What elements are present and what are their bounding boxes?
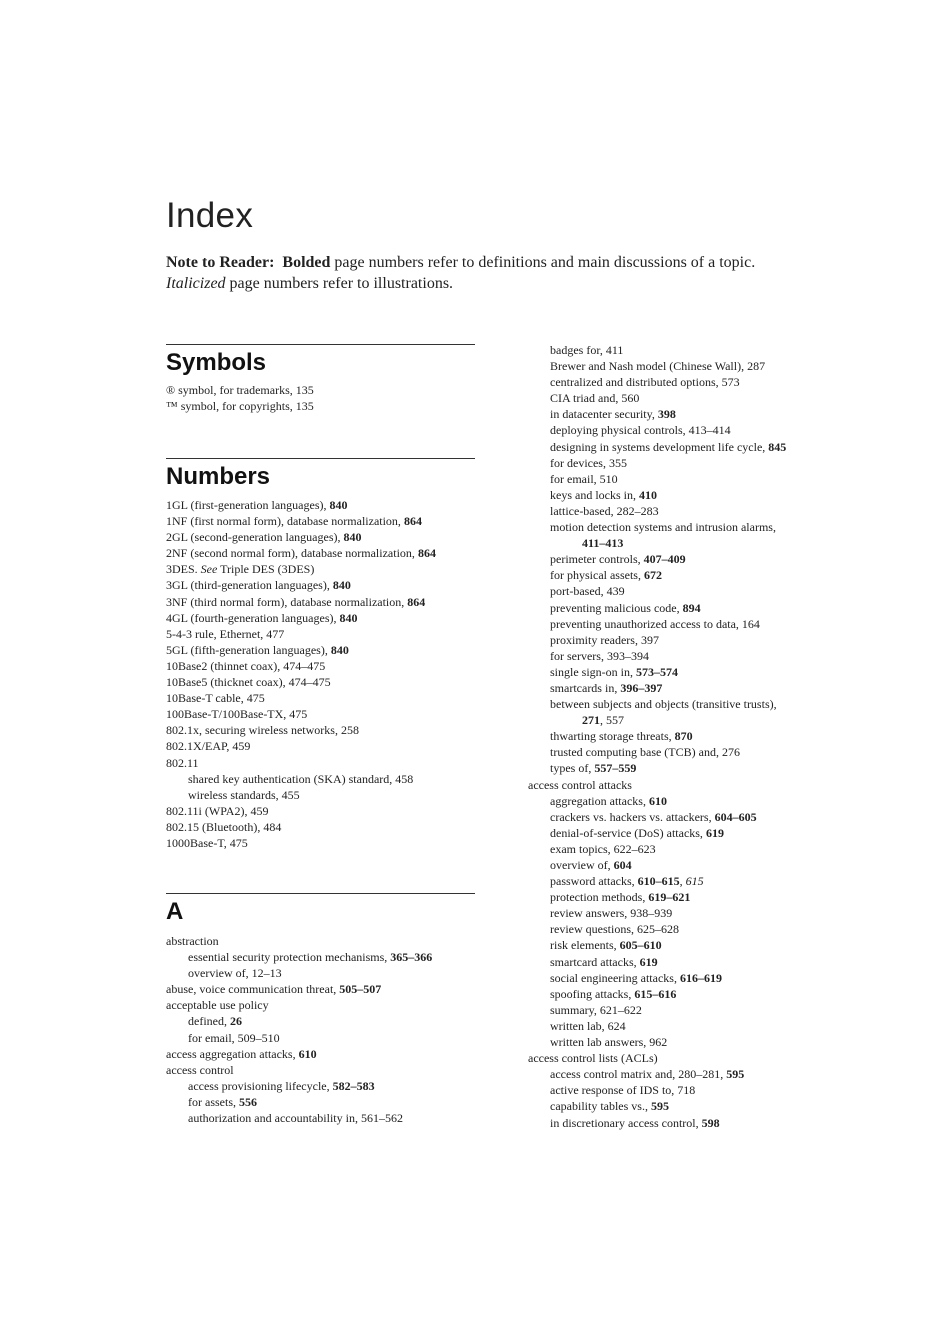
index-subentry: password attacks, 610–615, 615 — [550, 874, 704, 889]
index-subentry: aggregation attacks, 610 — [550, 793, 667, 808]
index-subentry: types of, 557–559 — [550, 761, 637, 776]
index-subentry: access control matrix and, 280–281, 595 — [550, 1067, 745, 1082]
index-subentry: for assets, 556 — [188, 1094, 257, 1109]
note-line-1 — [166, 252, 856, 273]
index-subentry: centralized and distributed options, 573 — [550, 375, 740, 390]
note-bolded: Bolded — [282, 254, 331, 271]
index-entry: 802.1x, securing wireless networks, 258 — [166, 723, 359, 738]
index-entry: abstraction — [166, 934, 219, 948]
section-numbers — [166, 458, 476, 851]
index-subentry: proximity readers, 397 — [550, 632, 659, 647]
index-entry: 2NF (second normal form), database normalization, 864 — [166, 546, 436, 561]
index-subentry: designing in systems development life cycle, 845 — [550, 439, 787, 454]
index-subentry: wireless standards, 455 — [188, 787, 300, 802]
index-subentry: access provisioning lifecycle, 582–583 — [188, 1078, 375, 1093]
index-entry: 3GL (third-generation languages), 840 — [166, 578, 351, 593]
index-subentry: essential security protection mechanisms, 365–366 — [188, 950, 433, 965]
index-entry: access control attacks — [528, 777, 632, 792]
index-subentry: keys and locks in, 410 — [550, 487, 657, 502]
section-a — [166, 893, 476, 1126]
index-continuation: 411–413 — [582, 536, 624, 551]
index-subentry: crackers vs. hackers vs. attackers, 604–605 — [550, 809, 757, 824]
index-subentry: for servers, 393–394 — [550, 648, 649, 663]
index-subentry: defined, 26 — [188, 1014, 242, 1029]
symbols-entries — [166, 382, 476, 414]
index-subentry: overview of, 12–13 — [188, 966, 282, 981]
index-subentry: risk elements, 605–610 — [550, 938, 662, 953]
numbers-entries — [166, 497, 476, 851]
index-entry: 3NF (third normal form), database normalization, 864 — [166, 594, 426, 609]
index-entry: 802.15 (Bluetooth), 484 — [166, 819, 282, 834]
index-subentry: capability tables vs., 595 — [550, 1099, 669, 1114]
index-entry: 3DES. See Triple DES (3DES) — [166, 562, 315, 577]
section-symbols — [166, 344, 476, 414]
index-entry: access control — [166, 1062, 234, 1077]
right-column — [528, 342, 848, 1131]
index-subentry: social engineering attacks, 616–619 — [550, 970, 722, 985]
index-entry: 10Base2 (thinnet coax), 474–475 — [166, 658, 326, 673]
index-subentry: overview of, 604 — [550, 858, 632, 872]
index-entry: 5-4-3 rule, Ethernet, 477 — [166, 626, 285, 641]
a-entries — [166, 933, 476, 1126]
index-subentry: motion detection systems and intrusion alarms, — [550, 520, 776, 535]
index-subentry: smartcards in, 396–397 — [550, 680, 663, 695]
index-subentry: review questions, 625–628 — [550, 922, 679, 937]
index-subentry: for email, 509–510 — [188, 1030, 280, 1045]
index-subentry: denial-of-service (DoS) attacks, 619 — [550, 825, 724, 840]
section-title-numbers: Numbers — [166, 463, 271, 490]
index-subentry: between subjects and objects (transitive trusts), — [550, 697, 777, 712]
index-continuation: 271, 557 — [582, 713, 624, 728]
index-entry: 802.11i (WPA2), 459 — [166, 803, 269, 818]
index-entry: 5GL (fifth-generation languages), 840 — [166, 642, 349, 657]
index-entry: 100Base-T/100Base-TX, 475 — [166, 707, 308, 722]
index-subentry: in datacenter security, 398 — [550, 407, 676, 422]
index-entry: 4GL (fourth-generation languages), 840 — [166, 610, 358, 625]
index-subentry: written lab, 624 — [550, 1018, 626, 1033]
index-subentry: single sign-on in, 573–574 — [550, 664, 678, 679]
note-to-reader — [166, 252, 856, 294]
index-entry: 802.1X/EAP, 459 — [166, 739, 251, 754]
index-entry: 1NF (first normal form), database normalization, 864 — [166, 514, 422, 529]
index-subentry: shared key authentication (SKA) standard, 458 — [188, 771, 414, 786]
index-entry: abuse, voice communication threat, 505–507 — [166, 982, 382, 997]
index-subentry: preventing malicious code, 894 — [550, 600, 701, 615]
section-title-symbols: Symbols — [166, 349, 267, 376]
index-entry: 1GL (first-generation languages), 840 — [166, 498, 348, 512]
index-subentry: summary, 621–622 — [550, 1002, 642, 1017]
index-subentry: for devices, 355 — [550, 455, 627, 470]
index-subentry: perimeter controls, 407–409 — [550, 552, 686, 567]
index-subentry: CIA triad and, 560 — [550, 391, 640, 406]
index-subentry: Brewer and Nash model (Chinese Wall), 287 — [550, 359, 766, 374]
note-italicized: Italicized — [166, 275, 226, 292]
index-entry: ™ symbol, for copyrights, 135 — [166, 399, 314, 414]
page-title: Index — [166, 196, 254, 235]
note-line1-text: page numbers refer to definitions and main discussions of a topic. — [334, 254, 756, 271]
note-line-2 — [166, 273, 856, 294]
index-subentry: spoofing attacks, 615–616 — [550, 986, 677, 1001]
index-subentry: thwarting storage threats, 870 — [550, 729, 693, 744]
index-subentry: review answers, 938–939 — [550, 906, 673, 921]
note-lead: Note to Reader: — [166, 254, 275, 271]
index-subentry: smartcard attacks, 619 — [550, 954, 658, 969]
index-subentry: port-based, 439 — [550, 584, 625, 599]
index-entry: 10Base-T cable, 475 — [166, 691, 265, 706]
index-subentry: in discretionary access control, 598 — [550, 1115, 720, 1130]
section-title-a: A — [166, 898, 184, 925]
index-subentry: badges for, 411 — [550, 343, 624, 357]
index-subentry: authorization and accountability in, 561–562 — [188, 1111, 403, 1126]
index-subentry: protection methods, 619–621 — [550, 890, 691, 905]
index-subentry: exam topics, 622–623 — [550, 841, 656, 856]
index-entry: acceptable use policy — [166, 998, 269, 1013]
index-subentry: deploying physical controls, 413–414 — [550, 423, 731, 438]
index-subentry: for email, 510 — [550, 471, 618, 486]
index-entry: access aggregation attacks, 610 — [166, 1046, 317, 1061]
index-entry: 2GL (second-generation languages), 840 — [166, 530, 362, 545]
index-subentry: preventing unauthorized access to data, 164 — [550, 616, 760, 631]
index-subentry: trusted computing base (TCB) and, 276 — [550, 745, 740, 760]
index-subentry: for physical assets, 672 — [550, 568, 662, 583]
index-entry: ® symbol, for trademarks, 135 — [166, 383, 314, 397]
index-subentry: lattice-based, 282–283 — [550, 503, 659, 518]
note-line2-text: page numbers refer to illustrations. — [229, 275, 454, 292]
index-entry: 10Base5 (thicknet coax), 474–475 — [166, 675, 331, 690]
index-subentry: written lab answers, 962 — [550, 1035, 668, 1050]
index-entry: 1000Base-T, 475 — [166, 835, 248, 850]
index-entry: 802.11 — [166, 755, 199, 770]
index-subentry: active response of IDS to, 718 — [550, 1083, 696, 1098]
index-entry: access control lists (ACLs) — [528, 1051, 658, 1066]
